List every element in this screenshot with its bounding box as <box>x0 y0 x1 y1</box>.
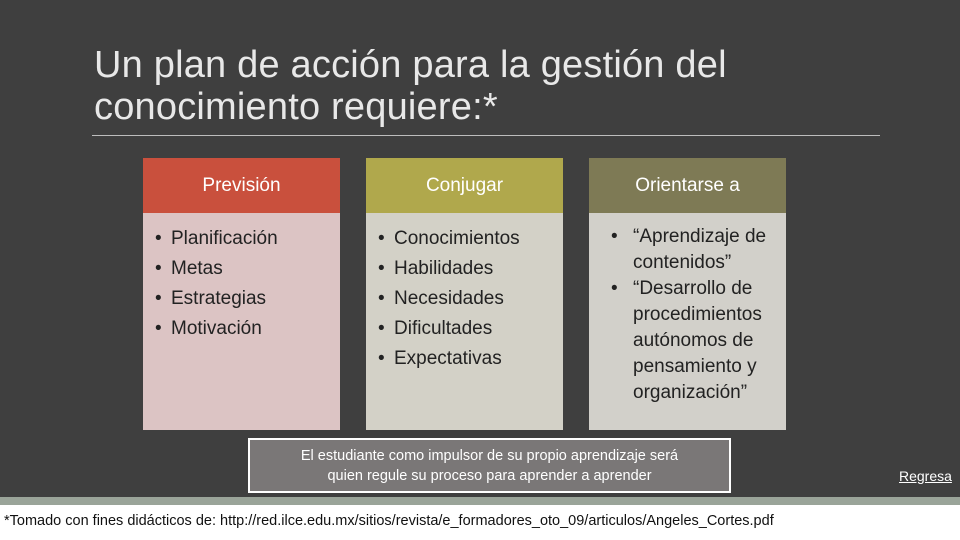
column-header-orientarse: Orientarse a <box>589 158 786 213</box>
list-item: • Necesidades <box>378 284 553 314</box>
column-body-conjugar <box>366 213 563 430</box>
list-item: • Expectativas <box>378 344 553 374</box>
callout-line-2: quien regule su proceso para aprender a aprender <box>327 468 652 484</box>
callout-line-1: El estudiante como impulsor de su propio aprendizaje será <box>300 448 679 464</box>
list-item: • Dificultades <box>378 314 553 344</box>
column-prevision <box>143 158 340 430</box>
source-note: *Tomado con fines didácticos de: http://red.ilce.edu.mx/sitios/revista/e_formadores_oto_09/articulos/Angeles_Cortes.pdf <box>4 513 774 529</box>
column-conjugar <box>366 158 563 430</box>
list-item: • Metas <box>155 254 330 284</box>
list-item: • Planificación <box>155 224 330 254</box>
list-item: • Habilidades <box>378 254 553 284</box>
bullet-list-prevision <box>155 224 330 344</box>
slide-title-line-2: conocimiento requiere:* <box>94 86 498 128</box>
bullet-list-orientarse <box>601 224 776 406</box>
bullet-list-conjugar <box>378 224 553 374</box>
list-item: • “Desarrollo de procedimientos autónomos de pensamiento y organización” <box>601 276 776 406</box>
slide-title-line-1: Un plan de acción para la gestión del <box>94 44 727 86</box>
column-orientarse <box>589 158 786 430</box>
column-body-orientarse <box>589 213 786 430</box>
list-item: • Conocimientos <box>378 224 553 254</box>
list-item: • “Aprendizaje de contenidos” <box>601 224 776 276</box>
column-header-conjugar: Conjugar <box>366 158 563 213</box>
slide-title <box>94 44 884 128</box>
column-body-prevision <box>143 213 340 430</box>
list-item: • Motivación <box>155 314 330 344</box>
title-underline <box>92 135 880 136</box>
callout-box <box>248 438 731 493</box>
column-header-prevision: Previsión <box>143 158 340 213</box>
back-link[interactable]: Regresa <box>899 468 952 484</box>
list-item: • Estrategias <box>155 284 330 314</box>
